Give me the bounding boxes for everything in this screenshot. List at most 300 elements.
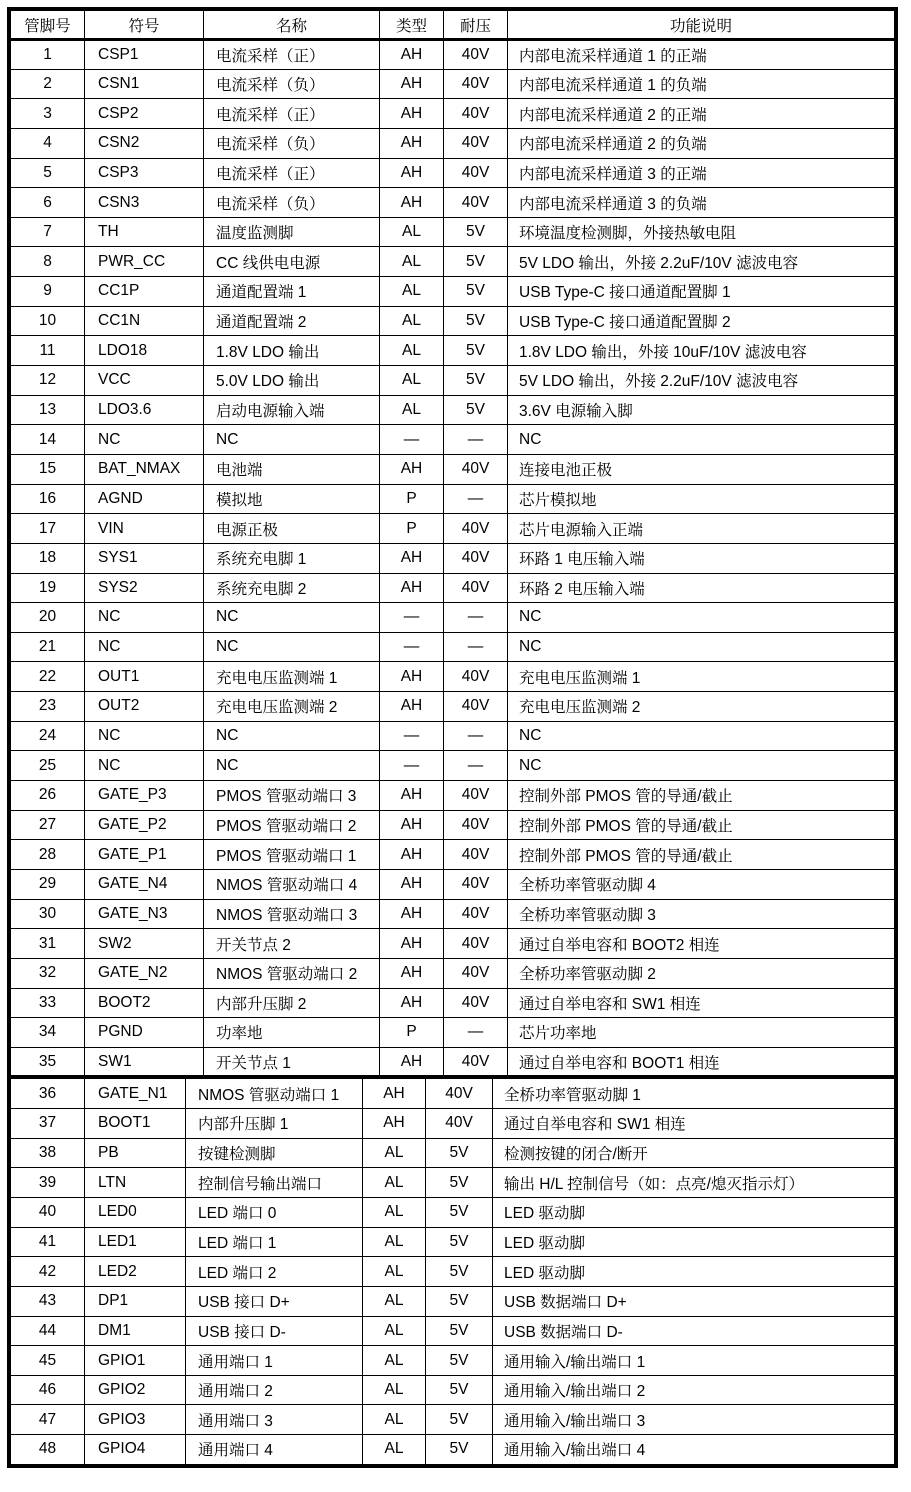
symbol-cell: GATE_N2: [85, 958, 204, 988]
name-cell: 电流采样（负）: [204, 69, 380, 99]
pin-number-cell: 41: [11, 1227, 85, 1257]
type-cell: AL: [380, 306, 444, 336]
voltage-cell: 5V: [444, 247, 508, 277]
voltage-cell: 40V: [444, 1047, 508, 1077]
type-cell: AH: [380, 958, 444, 988]
voltage-cell: 40V: [444, 514, 508, 544]
symbol-cell: CSP3: [85, 158, 204, 188]
pin-row: [11, 603, 895, 633]
name-cell: NC: [204, 721, 380, 751]
symbol-cell: PGND: [85, 1018, 204, 1048]
voltage-cell: —: [444, 603, 508, 633]
description-cell: 环境温度检测脚，外接热敏电阻: [508, 217, 895, 247]
description-cell: 芯片电源输入正端: [508, 514, 895, 544]
type-cell: AH: [380, 929, 444, 959]
type-cell: AL: [380, 366, 444, 396]
pin-number-cell: 26: [11, 781, 85, 811]
name-cell: NC: [204, 632, 380, 662]
pin-number-cell: 35: [11, 1047, 85, 1077]
symbol-cell: SW2: [85, 929, 204, 959]
pin-number-cell: 8: [11, 247, 85, 277]
pin-row: [11, 899, 895, 929]
voltage-cell: 5V: [444, 395, 508, 425]
voltage-cell: 5V: [426, 1375, 493, 1405]
symbol-cell: BAT_NMAX: [85, 454, 204, 484]
pin-row: [11, 1316, 895, 1346]
pin-row: [11, 1109, 895, 1139]
pin-row: [11, 1435, 895, 1465]
pin-number-cell: 2: [11, 69, 85, 99]
voltage-cell: 40V: [444, 573, 508, 603]
type-cell: AH: [380, 188, 444, 218]
type-cell: AL: [363, 1375, 426, 1405]
name-cell: 电源正极: [204, 514, 380, 544]
description-cell: 通过自举电容和 BOOT1 相连: [508, 1047, 895, 1077]
pin-number-cell: 4: [11, 128, 85, 158]
symbol-cell: NC: [85, 721, 204, 751]
voltage-cell: —: [444, 632, 508, 662]
voltage-cell: —: [444, 425, 508, 455]
type-cell: AH: [363, 1109, 426, 1139]
description-cell: USB Type-C 接口通道配置脚 1: [508, 277, 895, 307]
symbol-cell: VCC: [85, 366, 204, 396]
name-cell: 系统充电脚 2: [204, 573, 380, 603]
name-cell: NMOS 管驱动端口 1: [186, 1079, 363, 1109]
symbol-cell: NC: [85, 632, 204, 662]
symbol-cell: CC1N: [85, 306, 204, 336]
pin-number-cell: 22: [11, 662, 85, 692]
description-cell: 输出 H/L 控制信号（如：点亮/熄灭指示灯）: [493, 1168, 895, 1198]
pin-row: [11, 869, 895, 899]
type-cell: —: [380, 751, 444, 781]
description-cell: LED 驱动脚: [493, 1197, 895, 1227]
symbol-cell: NC: [85, 603, 204, 633]
pin-row: [11, 277, 895, 307]
pin-row: [11, 1197, 895, 1227]
voltage-cell: 40V: [444, 188, 508, 218]
pin-table-section-1: [10, 10, 895, 1078]
name-cell: 通用端口 4: [186, 1435, 363, 1465]
voltage-cell: 5V: [426, 1257, 493, 1287]
voltage-cell: 40V: [444, 899, 508, 929]
voltage-cell: 5V: [426, 1286, 493, 1316]
description-cell: 内部电流采样通道 1 的负端: [508, 69, 895, 99]
voltage-cell: 40V: [444, 40, 508, 70]
pin-row: [11, 1047, 895, 1077]
name-cell: PMOS 管驱动端口 3: [204, 781, 380, 811]
type-cell: AL: [363, 1316, 426, 1346]
pin-number-cell: 15: [11, 454, 85, 484]
pin-number-cell: 36: [11, 1079, 85, 1109]
pin-row: [11, 306, 895, 336]
description-cell: 内部电流采样通道 3 的负端: [508, 188, 895, 218]
pin-row: [11, 988, 895, 1018]
type-cell: AL: [380, 277, 444, 307]
symbol-cell: GATE_N3: [85, 899, 204, 929]
pin-row: [11, 40, 895, 70]
symbol-cell: TH: [85, 217, 204, 247]
name-cell: NC: [204, 425, 380, 455]
description-cell: 3.6V 电源输入脚: [508, 395, 895, 425]
pin-number-cell: 40: [11, 1197, 85, 1227]
description-cell: 控制外部 PMOS 管的导通/截止: [508, 840, 895, 870]
symbol-cell: BOOT1: [85, 1109, 186, 1139]
description-cell: 环路 2 电压输入端: [508, 573, 895, 603]
pin-row: [11, 662, 895, 692]
symbol-cell: PWR_CC: [85, 247, 204, 277]
name-cell: 内部升压脚 2: [204, 988, 380, 1018]
type-cell: AL: [363, 1227, 426, 1257]
pin-number-cell: 7: [11, 217, 85, 247]
type-cell: AL: [363, 1138, 426, 1168]
name-cell: 内部升压脚 1: [186, 1109, 363, 1139]
description-cell: 通过自举电容和 BOOT2 相连: [508, 929, 895, 959]
symbol-cell: LED1: [85, 1227, 186, 1257]
pin-row: [11, 158, 895, 188]
type-cell: AH: [380, 454, 444, 484]
symbol-cell: LDO18: [85, 336, 204, 366]
voltage-cell: 40V: [444, 869, 508, 899]
type-cell: AH: [380, 1047, 444, 1077]
name-cell: NMOS 管驱动端口 2: [204, 958, 380, 988]
pin-number-cell: 39: [11, 1168, 85, 1198]
pin-row: [11, 692, 895, 722]
pin-row: [11, 188, 895, 218]
description-cell: NC: [508, 632, 895, 662]
pin-number-cell: 11: [11, 336, 85, 366]
name-cell: USB 接口 D-: [186, 1316, 363, 1346]
pin-row: [11, 958, 895, 988]
type-cell: AL: [380, 395, 444, 425]
pin-number-cell: 45: [11, 1346, 85, 1376]
type-cell: P: [380, 514, 444, 544]
voltage-cell: 40V: [444, 781, 508, 811]
pin-row: [11, 99, 895, 129]
description-cell: 芯片功率地: [508, 1018, 895, 1048]
pin-number-cell: 48: [11, 1435, 85, 1465]
type-cell: AH: [380, 840, 444, 870]
voltage-cell: 40V: [444, 692, 508, 722]
pin-number-cell: 3: [11, 99, 85, 129]
symbol-cell: AGND: [85, 484, 204, 514]
voltage-cell: 5V: [426, 1405, 493, 1435]
symbol-cell: CSN2: [85, 128, 204, 158]
type-cell: AL: [363, 1286, 426, 1316]
type-cell: —: [380, 721, 444, 751]
voltage-cell: 5V: [426, 1346, 493, 1376]
description-cell: USB 数据端口 D-: [493, 1316, 895, 1346]
description-cell: 内部电流采样通道 3 的正端: [508, 158, 895, 188]
pin-number-cell: 38: [11, 1138, 85, 1168]
name-cell: 系统充电脚 1: [204, 543, 380, 573]
pin-row: [11, 573, 895, 603]
description-cell: NC: [508, 721, 895, 751]
pin-row: [11, 366, 895, 396]
pin-number-cell: 42: [11, 1257, 85, 1287]
description-cell: 通用输入/输出端口 4: [493, 1435, 895, 1465]
description-cell: 5V LDO 输出，外接 2.2uF/10V 滤波电容: [508, 247, 895, 277]
type-cell: AL: [363, 1257, 426, 1287]
pin-number-cell: 23: [11, 692, 85, 722]
name-cell: 控制信号输出端口: [186, 1168, 363, 1198]
description-cell: 通用输入/输出端口 3: [493, 1405, 895, 1435]
pin-number-cell: 20: [11, 603, 85, 633]
type-cell: AH: [380, 128, 444, 158]
pin-number-cell: 27: [11, 810, 85, 840]
type-cell: AL: [363, 1197, 426, 1227]
pin-number-cell: 46: [11, 1375, 85, 1405]
pin-row: [11, 454, 895, 484]
description-cell: 内部电流采样通道 2 的正端: [508, 99, 895, 129]
type-cell: AL: [363, 1168, 426, 1198]
name-cell: 通用端口 3: [186, 1405, 363, 1435]
type-cell: AH: [380, 899, 444, 929]
pin-number-cell: 31: [11, 929, 85, 959]
type-cell: AH: [380, 158, 444, 188]
pin-number-cell: 33: [11, 988, 85, 1018]
symbol-cell: NC: [85, 425, 204, 455]
pin-number-cell: 5: [11, 158, 85, 188]
pin-number-cell: 24: [11, 721, 85, 751]
col-header-pin-number: 管脚号: [11, 11, 85, 40]
name-cell: 开关节点 2: [204, 929, 380, 959]
symbol-cell: NC: [85, 751, 204, 781]
type-cell: —: [380, 425, 444, 455]
voltage-cell: —: [444, 721, 508, 751]
description-cell: 检测按键的闭合/断开: [493, 1138, 895, 1168]
name-cell: 通道配置端 2: [204, 306, 380, 336]
voltage-cell: 5V: [426, 1168, 493, 1198]
name-cell: 电池端: [204, 454, 380, 484]
name-cell: 1.8V LDO 输出: [204, 336, 380, 366]
voltage-cell: 40V: [444, 840, 508, 870]
symbol-cell: SW1: [85, 1047, 204, 1077]
type-cell: —: [380, 632, 444, 662]
description-cell: 通过自举电容和 SW1 相连: [508, 988, 895, 1018]
symbol-cell: SYS1: [85, 543, 204, 573]
pin-row: [11, 1227, 895, 1257]
type-cell: AL: [380, 336, 444, 366]
name-cell: LED 端口 1: [186, 1227, 363, 1257]
pin-number-cell: 16: [11, 484, 85, 514]
pin-row: [11, 1286, 895, 1316]
type-cell: AH: [380, 988, 444, 1018]
pin-row: [11, 721, 895, 751]
symbol-cell: GATE_P1: [85, 840, 204, 870]
symbol-cell: GATE_P3: [85, 781, 204, 811]
symbol-cell: GPIO3: [85, 1405, 186, 1435]
voltage-cell: 5V: [426, 1435, 493, 1465]
type-cell: AH: [380, 99, 444, 129]
name-cell: 电流采样（正）: [204, 40, 380, 70]
type-cell: AH: [380, 69, 444, 99]
pin-number-cell: 44: [11, 1316, 85, 1346]
pin-number-cell: 30: [11, 899, 85, 929]
type-cell: AL: [363, 1346, 426, 1376]
name-cell: 通用端口 1: [186, 1346, 363, 1376]
description-cell: 芯片模拟地: [508, 484, 895, 514]
description-cell: 充电电压监测端 2: [508, 692, 895, 722]
type-cell: AH: [380, 662, 444, 692]
symbol-cell: LDO3.6: [85, 395, 204, 425]
type-cell: AH: [363, 1079, 426, 1109]
name-cell: CC 线供电电源: [204, 247, 380, 277]
description-cell: USB 数据端口 D+: [493, 1286, 895, 1316]
description-cell: NC: [508, 751, 895, 781]
voltage-cell: 5V: [444, 217, 508, 247]
type-cell: AH: [380, 781, 444, 811]
symbol-cell: CSP2: [85, 99, 204, 129]
symbol-cell: GPIO1: [85, 1346, 186, 1376]
description-cell: 内部电流采样通道 2 的负端: [508, 128, 895, 158]
type-cell: AH: [380, 573, 444, 603]
voltage-cell: —: [444, 1018, 508, 1048]
description-cell: 通用输入/输出端口 1: [493, 1346, 895, 1376]
pin-row: [11, 1018, 895, 1048]
voltage-cell: 5V: [426, 1227, 493, 1257]
pin-number-cell: 21: [11, 632, 85, 662]
pin-row: [11, 395, 895, 425]
voltage-cell: 40V: [444, 99, 508, 129]
type-cell: AH: [380, 692, 444, 722]
pin-number-cell: 28: [11, 840, 85, 870]
pin-row: [11, 840, 895, 870]
voltage-cell: 40V: [444, 810, 508, 840]
name-cell: 电流采样（正）: [204, 158, 380, 188]
pin-number-cell: 19: [11, 573, 85, 603]
description-cell: 全桥功率管驱动脚 3: [508, 899, 895, 929]
pin-row: [11, 543, 895, 573]
name-cell: USB 接口 D+: [186, 1286, 363, 1316]
voltage-cell: 40V: [444, 929, 508, 959]
symbol-cell: GPIO2: [85, 1375, 186, 1405]
voltage-cell: 40V: [426, 1109, 493, 1139]
pin-row: [11, 1138, 895, 1168]
name-cell: NMOS 管驱动端口 4: [204, 869, 380, 899]
pin-number-cell: 14: [11, 425, 85, 455]
type-cell: AL: [380, 247, 444, 277]
description-cell: 5V LDO 输出，外接 2.2uF/10V 滤波电容: [508, 366, 895, 396]
pin-row: [11, 781, 895, 811]
pin-row: [11, 929, 895, 959]
description-cell: NC: [508, 603, 895, 633]
type-cell: AH: [380, 869, 444, 899]
voltage-cell: —: [444, 484, 508, 514]
voltage-cell: 5V: [444, 336, 508, 366]
symbol-cell: OUT2: [85, 692, 204, 722]
pin-row: [11, 484, 895, 514]
type-cell: P: [380, 1018, 444, 1048]
pin-number-cell: 29: [11, 869, 85, 899]
description-cell: 通过自举电容和 SW1 相连: [493, 1109, 895, 1139]
name-cell: 5.0V LDO 输出: [204, 366, 380, 396]
pin-row: [11, 336, 895, 366]
name-cell: NC: [204, 603, 380, 633]
col-header-function: 功能说明: [508, 11, 895, 40]
voltage-cell: 40V: [426, 1079, 493, 1109]
description-cell: 全桥功率管驱动脚 4: [508, 869, 895, 899]
voltage-cell: 40V: [444, 958, 508, 988]
pin-row: [11, 632, 895, 662]
voltage-cell: 40V: [444, 988, 508, 1018]
pin-row: [11, 810, 895, 840]
type-cell: P: [380, 484, 444, 514]
description-cell: 控制外部 PMOS 管的导通/截止: [508, 781, 895, 811]
voltage-cell: 5V: [444, 306, 508, 336]
symbol-cell: GATE_N1: [85, 1079, 186, 1109]
name-cell: PMOS 管驱动端口 1: [204, 840, 380, 870]
type-cell: AH: [380, 810, 444, 840]
type-cell: —: [380, 603, 444, 633]
symbol-cell: LED2: [85, 1257, 186, 1287]
symbol-cell: CSN3: [85, 188, 204, 218]
pin-row: [11, 128, 895, 158]
description-cell: LED 驱动脚: [493, 1257, 895, 1287]
name-cell: 充电电压监测端 1: [204, 662, 380, 692]
pin-row: [11, 1257, 895, 1287]
name-cell: 启动电源输入端: [204, 395, 380, 425]
name-cell: 功率地: [204, 1018, 380, 1048]
pin-row: [11, 425, 895, 455]
col-header-name: 名称: [204, 11, 380, 40]
pin-description-table: [7, 7, 898, 1468]
col-header-symbol: 符号: [85, 11, 204, 40]
description-cell: 全桥功率管驱动脚 1: [493, 1079, 895, 1109]
description-cell: USB Type-C 接口通道配置脚 2: [508, 306, 895, 336]
name-cell: NC: [204, 751, 380, 781]
name-cell: 开关节点 1: [204, 1047, 380, 1077]
description-cell: 内部电流采样通道 1 的正端: [508, 40, 895, 70]
pin-row: [11, 1346, 895, 1376]
name-cell: 模拟地: [204, 484, 380, 514]
symbol-cell: LTN: [85, 1168, 186, 1198]
pin-number-cell: 1: [11, 40, 85, 70]
header-row: [11, 11, 895, 40]
voltage-cell: 40V: [444, 543, 508, 573]
symbol-cell: CSP1: [85, 40, 204, 70]
description-cell: 全桥功率管驱动脚 2: [508, 958, 895, 988]
description-cell: 环路 1 电压输入端: [508, 543, 895, 573]
name-cell: 温度监测脚: [204, 217, 380, 247]
pin-row: [11, 217, 895, 247]
pin-table-section-2: [10, 1078, 895, 1464]
voltage-cell: 5V: [444, 366, 508, 396]
voltage-cell: 5V: [426, 1316, 493, 1346]
name-cell: 通道配置端 1: [204, 277, 380, 307]
symbol-cell: CSN1: [85, 69, 204, 99]
description-cell: 通用输入/输出端口 2: [493, 1375, 895, 1405]
description-cell: NC: [508, 425, 895, 455]
symbol-cell: GPIO4: [85, 1435, 186, 1465]
name-cell: PMOS 管驱动端口 2: [204, 810, 380, 840]
pin-number-cell: 17: [11, 514, 85, 544]
pin-number-cell: 18: [11, 543, 85, 573]
type-cell: AL: [380, 217, 444, 247]
name-cell: LED 端口 2: [186, 1257, 363, 1287]
voltage-cell: 5V: [444, 277, 508, 307]
voltage-cell: 40V: [444, 454, 508, 484]
pin-number-cell: 6: [11, 188, 85, 218]
voltage-cell: 5V: [426, 1138, 493, 1168]
pin-row: [11, 1168, 895, 1198]
symbol-cell: BOOT2: [85, 988, 204, 1018]
name-cell: 电流采样（负）: [204, 188, 380, 218]
pin-number-cell: 34: [11, 1018, 85, 1048]
pin-number-cell: 9: [11, 277, 85, 307]
voltage-cell: 40V: [444, 128, 508, 158]
pin-row: [11, 247, 895, 277]
symbol-cell: DP1: [85, 1286, 186, 1316]
